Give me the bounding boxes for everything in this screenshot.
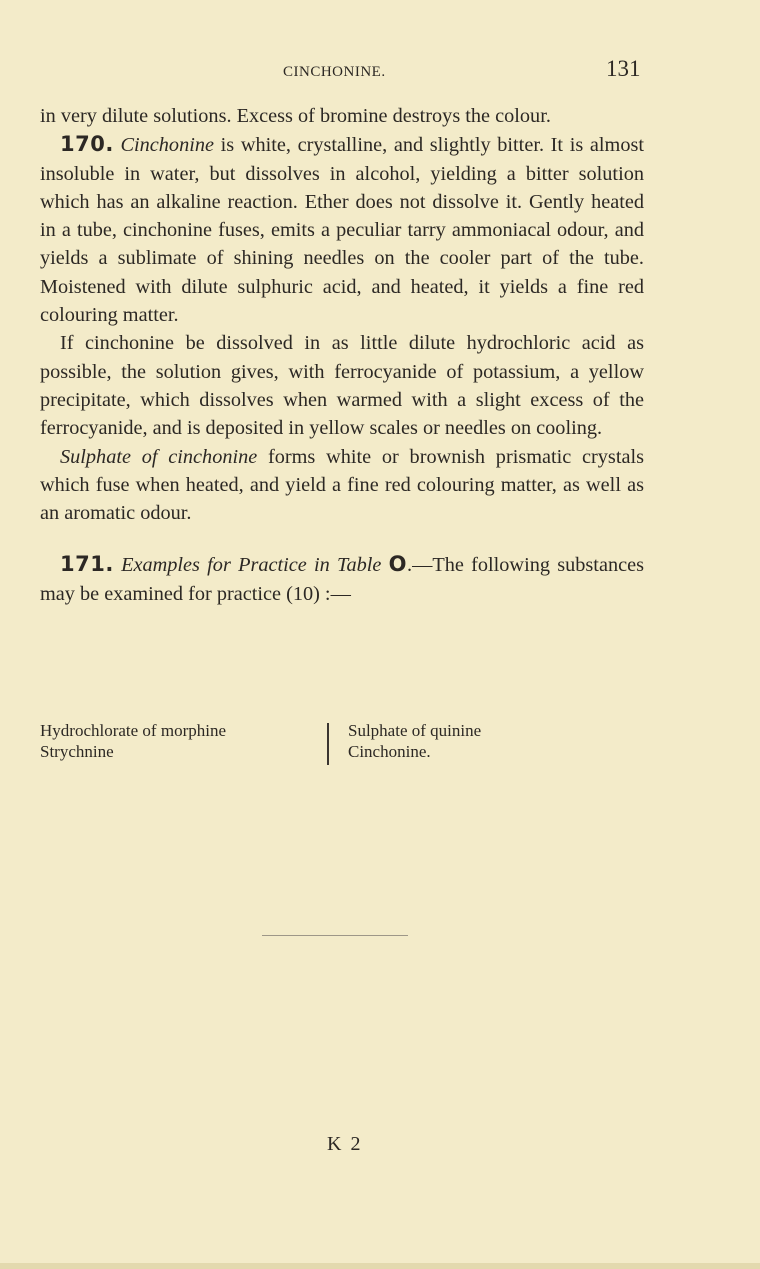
sulphate-term: Sulphate of cinchonine (60, 445, 258, 468)
section-170-text: is white, crystalline, and slightly bitter. It is almost insoluble in water, but dissolves in alcohol, yielding a bitter solution which has an alkaline reaction. Ether does not dissolve it. Gently heated in a tube, cinchonine fuses, emits a peculiar tarry ammoniacal odour, and yields a sublimate of shining needles on the cooler part of the tube. Moistened with dilute sulphuric acid, and heated, it yields a fine red colouring matter. (40, 134, 644, 327)
list-item: Sulphate of quinine (348, 721, 482, 740)
examples-right-column (348, 720, 481, 762)
section-rule (262, 935, 408, 936)
list-item: Strychnine (40, 742, 114, 761)
paragraph-sulphate (40, 443, 644, 528)
examples-left-column (40, 720, 226, 762)
page-bottom-edge (0, 1263, 760, 1269)
list-item: Cinchonine. (348, 742, 431, 761)
table-letter: O (388, 552, 407, 577)
section-171-text: .—The following substances may be examined for practice (10) :— (40, 554, 644, 605)
running-head (0, 56, 760, 86)
column-divider (327, 723, 329, 765)
body-text (40, 102, 644, 608)
paragraph-continuation: in very dilute solutions. Excess of bromine destroys the colour. (40, 105, 551, 127)
section-number-170: 170. (60, 132, 114, 157)
section-number-171: 171. (60, 552, 114, 577)
paragraph-ferrocyanide-test: If cinchonine be dissolved in as little dilute hydrochloric acid as possible, the solution gives, with ferrocyanide of potassium, a yellow precipitate, which dissolves when warmed with a slight excess of the ferrocyanide, and is deposited in yellow scales or needles on cooling. (40, 332, 644, 440)
signature-mark: K 2 (327, 1133, 363, 1155)
sulphate-text: forms white or brownish prismatic crystals which fuse when heated, and yield a fine red colouring matter, as well as an aromatic odour. (40, 445, 644, 525)
list-item: Hydrochlorate of morphine (40, 721, 226, 740)
section-170-term: Cinchonine (120, 134, 214, 157)
section-171 (40, 550, 644, 608)
running-title: CINCHONINE. (283, 64, 386, 80)
section-170 (40, 130, 644, 329)
page-number: 131 (606, 56, 641, 81)
section-171-term: Examples for Practice in Table (121, 554, 382, 577)
